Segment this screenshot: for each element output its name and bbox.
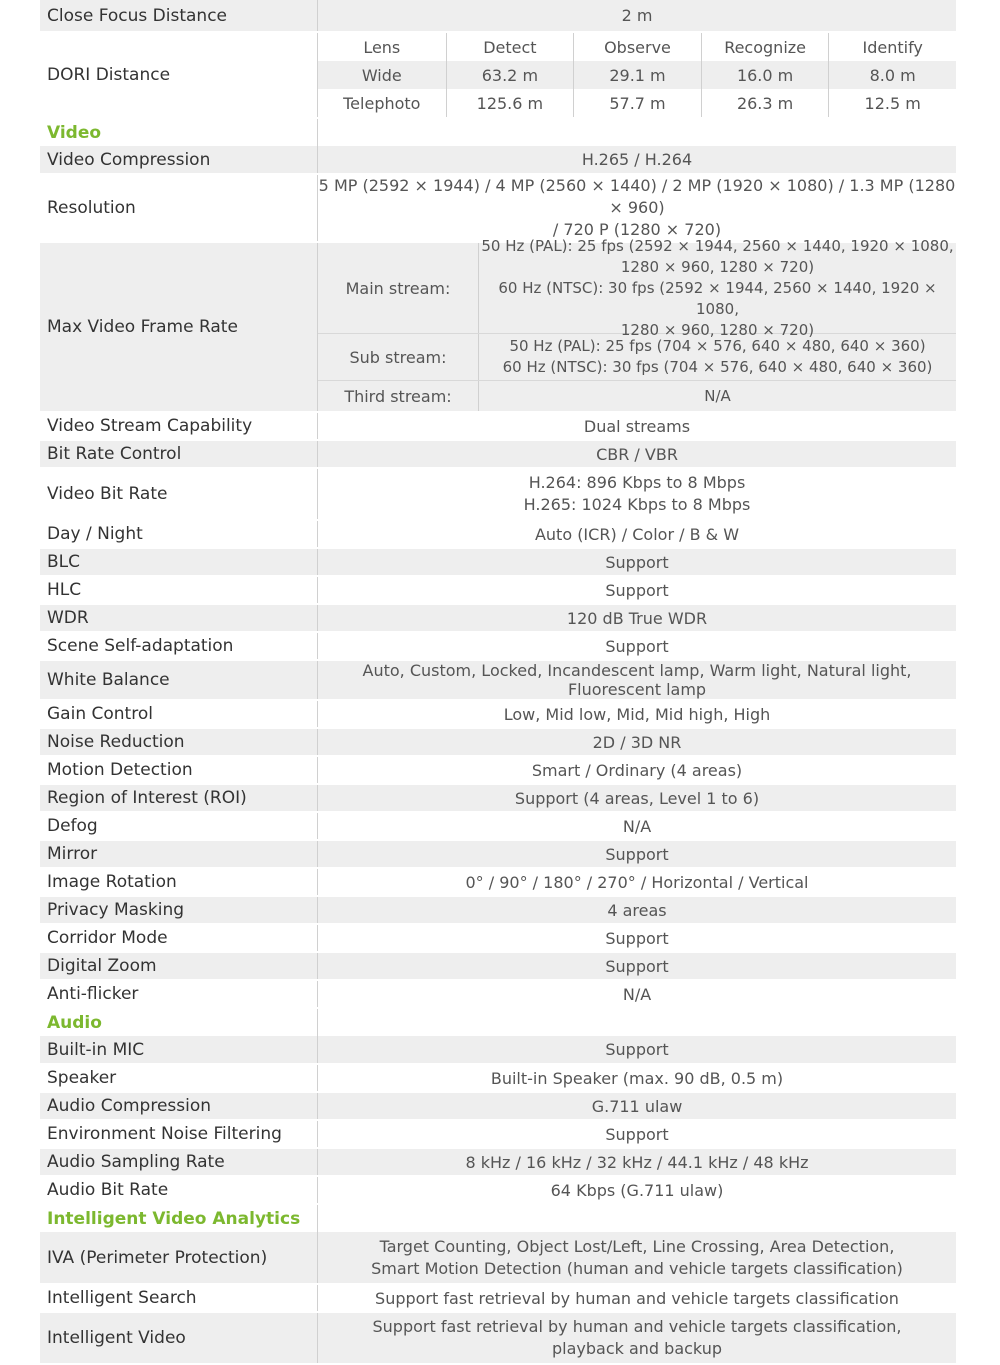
spec-value: Support: [318, 952, 957, 980]
spec-label: Corridor Mode: [40, 924, 318, 952]
third-stream: [318, 381, 956, 411]
spec-label: Audio Bit Rate: [40, 1176, 318, 1204]
spec-label: Day / Night: [40, 520, 318, 548]
spec-label: Scene Self-adaptation: [40, 632, 318, 660]
spec-value: Smart / Ordinary (4 areas): [318, 756, 957, 784]
spec-value: CBR / VBR: [318, 440, 957, 468]
spec-label: Audio Sampling Rate: [40, 1148, 318, 1176]
spec-label: Video Bit Rate: [40, 468, 318, 520]
spec-value: 64 Kbps (G.711 ulaw): [318, 1176, 957, 1204]
spec-row: [40, 1064, 956, 1092]
spec-value: Low, Mid low, Mid, Mid high, High: [318, 700, 957, 728]
spec-label: Noise Reduction: [40, 728, 318, 756]
spec-label: Mirror: [40, 840, 318, 868]
spec-row: [40, 896, 956, 924]
spec-row: [40, 146, 956, 174]
spec-label: Close Focus Distance: [40, 0, 318, 32]
spec-row: [40, 1092, 956, 1120]
spec-value: Dual streams: [318, 412, 957, 440]
stream-label: Sub stream:: [318, 334, 479, 380]
spec-row: [40, 1312, 956, 1364]
spec-row: [40, 784, 956, 812]
dori-grid: [318, 33, 956, 117]
spec-row: [40, 812, 956, 840]
section-title: Video: [47, 122, 102, 143]
spec-value: 2D / 3D NR: [318, 728, 957, 756]
spec-row: [40, 1176, 956, 1204]
stream-value: N/A: [704, 386, 731, 405]
spec-label: Audio Compression: [40, 1092, 318, 1120]
spec-value: Support (4 areas, Level 1 to 6): [318, 784, 957, 812]
spec-label: Digital Zoom: [40, 952, 318, 980]
spec-label: Anti-flicker: [40, 980, 318, 1008]
spec-label: Video Compression: [40, 146, 318, 174]
main-stream: [318, 236, 956, 339]
stream-value: 50 Hz (PAL): 25 fps (2592 × 1944, 2560 × 1440, 1920 × 1080,: [481, 236, 954, 255]
spec-row: [40, 174, 956, 242]
dori-cell: 63.2 m: [446, 61, 574, 89]
dori-header: Recognize: [701, 33, 829, 61]
stream-value: 60 Hz (NTSC): 30 fps (704 × 576, 640 × 480, 640 × 360): [502, 358, 933, 376]
dori-cell: 16.0 m: [701, 61, 829, 89]
spec-row: [40, 728, 956, 756]
spec-row: [40, 632, 956, 660]
spec-row: [40, 868, 956, 896]
stream-value: 60 Hz (NTSC): 30 fps (2592 × 1944, 2560 × 1440, 1920 × 1080,: [498, 278, 937, 318]
stream-label: Third stream:: [318, 381, 479, 411]
spec-value: Support: [318, 1120, 957, 1148]
dori-cell: 29.1 m: [573, 61, 701, 89]
stream-label: Main stream:: [318, 243, 479, 333]
spec-row: [40, 520, 956, 548]
dori-cell: 125.6 m: [446, 89, 574, 117]
spec-label: IVA (Perimeter Protection): [40, 1232, 318, 1284]
spec-row: [40, 1120, 956, 1148]
spec-value: / 720 P (1280 × 720): [552, 220, 722, 239]
spec-label: Region of Interest (ROI): [40, 784, 318, 812]
spec-value: Support: [318, 576, 957, 604]
audio-rows: [40, 1036, 956, 1204]
section-title: Intelligent Video Analytics: [47, 1208, 301, 1229]
spec-value: N/A: [318, 812, 957, 840]
spec-value: Target Counting, Object Lost/Left, Line Crossing, Area Detection,: [379, 1236, 895, 1256]
spec-value: 5 MP (2592 × 1944) / 4 MP (2560 × 1440) / 2 MP (1920 × 1080) / 1.3 MP (1280 × 960): [318, 176, 956, 217]
spec-row: [40, 548, 956, 576]
stream-value: 50 Hz (PAL): 25 fps (704 × 576, 640 × 480, 640 × 360): [509, 337, 926, 355]
dori-header: Detect: [446, 33, 574, 61]
spec-value: playback and backup: [552, 1339, 722, 1358]
spec-row: [40, 1036, 956, 1064]
dori-cell: 57.7 m: [573, 89, 701, 117]
spec-label: White Balance: [40, 660, 318, 700]
dori-cell: Telephoto: [343, 93, 421, 113]
spec-row: [40, 700, 956, 728]
spec-value: Support fast retrieval by human and vehicle targets classification,: [372, 1317, 902, 1336]
section-header: [40, 118, 956, 146]
spec-label: HLC: [40, 576, 318, 604]
spec-value: Auto, Custom, Locked, Incandescent lamp, Warm light, Natural light, Fluorescent lamp: [318, 660, 957, 700]
spec-value: 120 dB True WDR: [318, 604, 957, 632]
spec-value: Smart Motion Detection (human and vehicle targets classification): [371, 1258, 903, 1278]
spec-row: [40, 924, 956, 952]
spec-row: [40, 980, 956, 1008]
stream-value: 1280 × 960, 1280 × 720): [620, 320, 815, 339]
spec-row: [40, 840, 956, 868]
spec-value: Support: [318, 924, 957, 952]
spec-row: [40, 756, 956, 784]
section-header: [40, 1204, 956, 1232]
stream-value: 1280 × 960, 1280 × 720): [620, 257, 815, 276]
spec-row: [40, 660, 956, 700]
spec-value: 4 areas: [318, 896, 957, 924]
spec-row: [40, 604, 956, 632]
spec-value: H.265: 1024 Kbps to 8 Mbps: [523, 495, 751, 514]
spec-row: [40, 412, 956, 440]
spec-label: Image Rotation: [40, 868, 318, 896]
spec-row: [40, 576, 956, 604]
dori-cell: 26.3 m: [701, 89, 829, 117]
spec-row: [40, 468, 956, 520]
spec-value: G.711 ulaw: [318, 1092, 957, 1120]
spec-value: 8 kHz / 16 kHz / 32 kHz / 44.1 kHz / 48 kHz: [318, 1148, 957, 1176]
dori-cell: 12.5 m: [828, 89, 956, 117]
spec-label: Intelligent Video: [40, 1312, 318, 1364]
spec-label: Bit Rate Control: [40, 440, 318, 468]
spec-value: Support: [318, 840, 957, 868]
frame-rate-row: [40, 242, 956, 412]
spec-value: Support: [318, 632, 957, 660]
spec-label: Video Stream Capability: [40, 412, 318, 440]
spec-value: Support: [318, 548, 957, 576]
dori-header: Observe: [573, 33, 701, 61]
spec-label: Built-in MIC: [40, 1036, 318, 1064]
spec-label: Environment Noise Filtering: [40, 1120, 318, 1148]
section-title: Audio: [47, 1012, 102, 1033]
spec-row: [40, 952, 956, 980]
spec-label: Defog: [40, 812, 318, 840]
dori-header: Lens: [363, 37, 401, 57]
spec-label: Gain Control: [40, 700, 318, 728]
spec-label: BLC: [40, 548, 318, 576]
spec-row: [40, 1232, 956, 1284]
dori-cell: Wide: [318, 61, 446, 89]
spec-value: H.264: 896 Kbps to 8 Mbps: [528, 473, 746, 492]
spec-value: Support fast retrieval by human and vehicle targets classification: [318, 1284, 957, 1312]
spec-label: Speaker: [40, 1064, 318, 1092]
video-rows: [40, 520, 956, 1008]
spec-label: Privacy Masking: [40, 896, 318, 924]
spec-label: Motion Detection: [40, 756, 318, 784]
spec-value: 0° / 90° / 180° / 270° / Horizontal / Vertical: [318, 868, 957, 896]
spec-label: Intelligent Search: [40, 1284, 318, 1312]
spec-row: [40, 440, 956, 468]
spec-row: [40, 0, 956, 32]
dori-row: [40, 32, 956, 118]
spec-value: H.265 / H.264: [318, 146, 957, 174]
spec-value: Built-in Speaker (max. 90 dB, 0.5 m): [318, 1064, 957, 1092]
spec-row: [40, 1284, 956, 1312]
spec-row: [40, 1148, 956, 1176]
sub-stream: [318, 334, 956, 381]
spec-value: N/A: [318, 980, 957, 1008]
spec-value: Support: [318, 1036, 957, 1064]
spec-label: Resolution: [40, 174, 318, 242]
section-header: [40, 1008, 956, 1036]
spec-value: Auto (ICR) / Color / B & W: [318, 520, 957, 548]
spec-label: Max Video Frame Rate: [40, 242, 318, 412]
dori-header: Identify: [828, 33, 956, 61]
dori-cell: 8.0 m: [828, 61, 956, 89]
spec-value: 2 m: [318, 0, 957, 32]
spec-label: WDR: [40, 604, 318, 632]
spec-table: [40, 0, 956, 1365]
spec-label: DORI Distance: [40, 32, 318, 118]
